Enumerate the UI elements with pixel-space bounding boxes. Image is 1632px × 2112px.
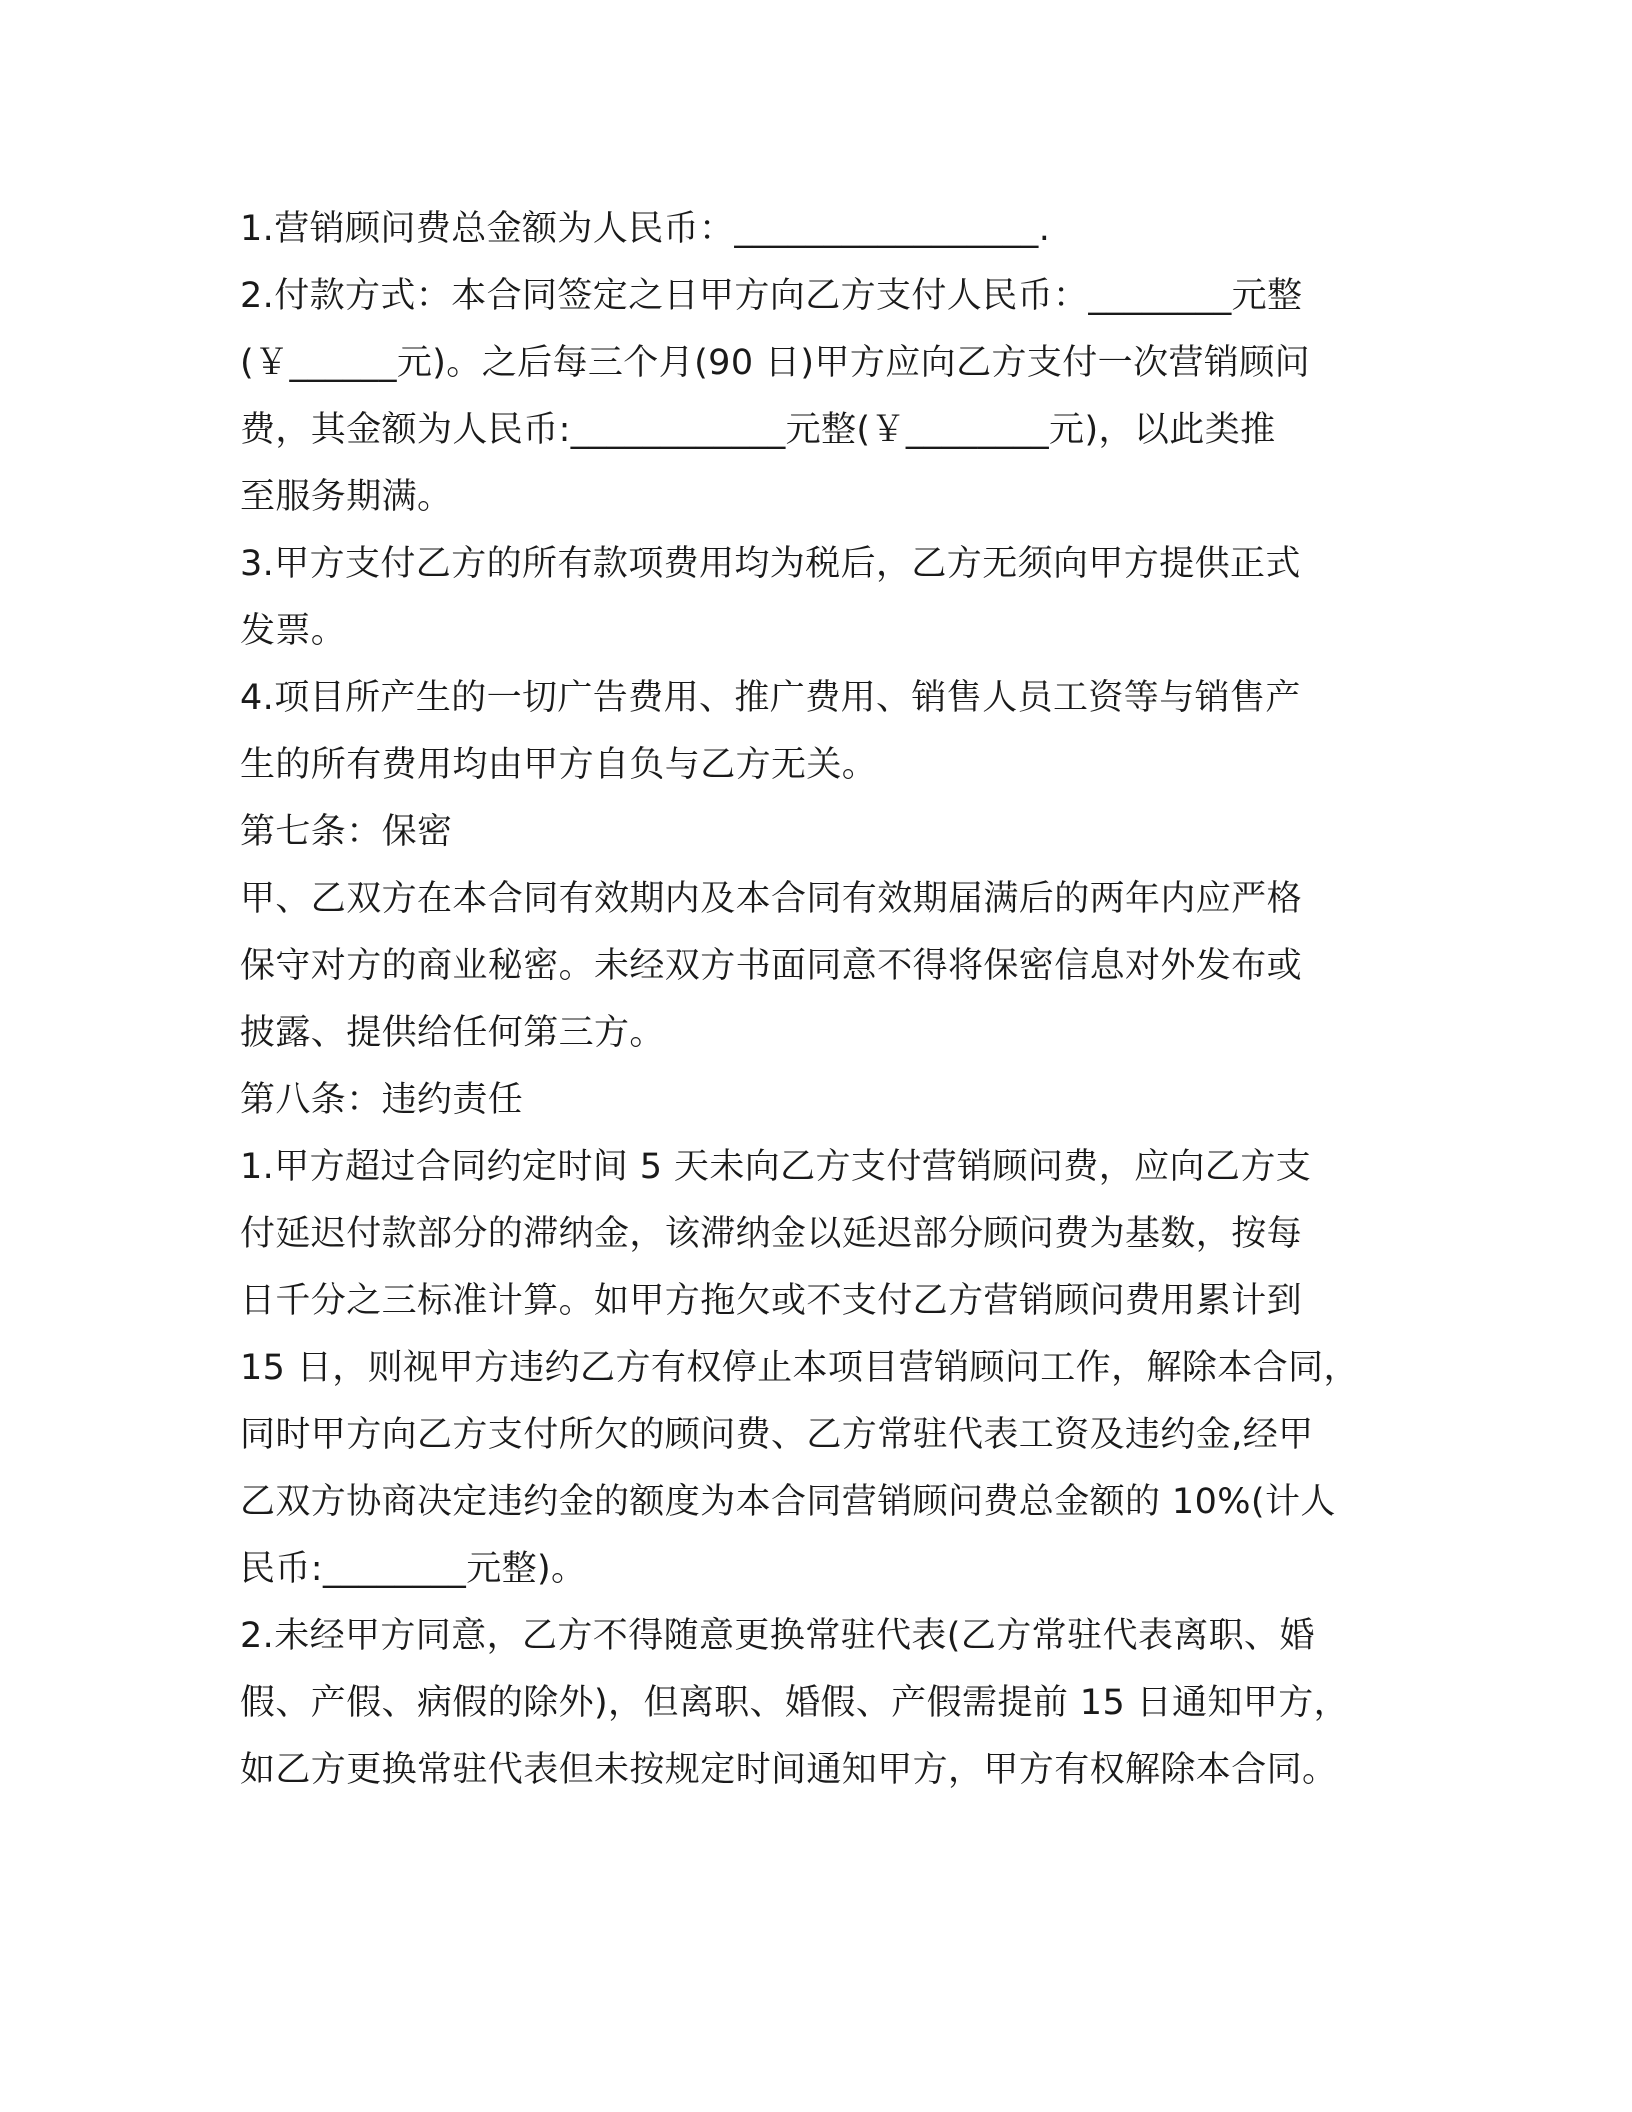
text-line-late-payment-clause: 1.甲方超过合同约定时间 5 天未向乙方支付营销顾问费，应向乙方支 — [240, 1147, 1312, 1187]
text-line: 至服务期满。 — [240, 477, 453, 517]
contract-text-body — [240, 196, 1400, 1804]
text-line: 如乙方更换常驻代表但未按规定时间通知甲方，甲方有权解除本合同。 — [240, 1750, 1338, 1790]
text-line: 费，其金额为人民币:____________元整(￥________元)，以此类推 — [240, 410, 1276, 450]
text-line-expenses-clause: 4.项目所产生的一切广告费用、推广费用、销售人员工资等与销售产 — [240, 678, 1301, 718]
text-line: 乙双方协商决定违约金的额度为本合同营销顾问费总金额的 10%(计人 — [240, 1482, 1336, 1522]
text-line: 付延迟付款部分的滞纳金，该滞纳金以延迟部分顾问费为基数，按每 — [240, 1214, 1303, 1254]
text-line: 保守对方的商业秘密。未经双方书面同意不得将保密信息对外发布或 — [240, 946, 1303, 986]
text-line-confidentiality: 甲、乙双方在本合同有效期内及本合同有效期届满后的两年内应严格 — [240, 879, 1303, 919]
text-line-fee-total: 1.营销顾问费总金额为人民币：_________________. — [240, 209, 1051, 249]
text-line: 假、产假、病假的除外)，但离职、婚假、产假需提前 15 日通知甲方， — [240, 1683, 1350, 1723]
text-line: 生的所有费用均由甲方自负与乙方无关。 — [240, 745, 878, 785]
text-line: 民币:________元整)。 — [240, 1549, 587, 1589]
text-line: 15 日，则视甲方违约乙方有权停止本项目营销顾问工作，解除本合同， — [240, 1348, 1359, 1388]
text-line: (￥______元)。之后每三个月(90 日)甲方应向乙方支付一次营销顾问 — [240, 343, 1311, 383]
section-heading-breach-liability: 第八条：违约责任 — [240, 1080, 524, 1120]
text-line-representative-clause: 2.未经甲方同意，乙方不得随意更换常驻代表(乙方常驻代表离职、婚 — [240, 1616, 1315, 1656]
text-line-tax-clause: 3.甲方支付乙方的所有款项费用均为税后，乙方无须向甲方提供正式 — [240, 544, 1301, 584]
text-line: 日千分之三标准计算。如甲方拖欠或不支付乙方营销顾问费用累计到 — [240, 1281, 1303, 1321]
section-heading-confidentiality: 第七条：保密 — [240, 812, 453, 852]
text-line: 发票。 — [240, 611, 347, 651]
text-line-payment-method: 2.付款方式：本合同签定之日甲方向乙方支付人民币：________元整 — [240, 276, 1303, 316]
text-line: 同时甲方向乙方支付所欠的顾问费、乙方常驻代表工资及违约金,经甲 — [240, 1415, 1314, 1455]
text-line: 披露、提供给任何第三方。 — [240, 1013, 665, 1053]
